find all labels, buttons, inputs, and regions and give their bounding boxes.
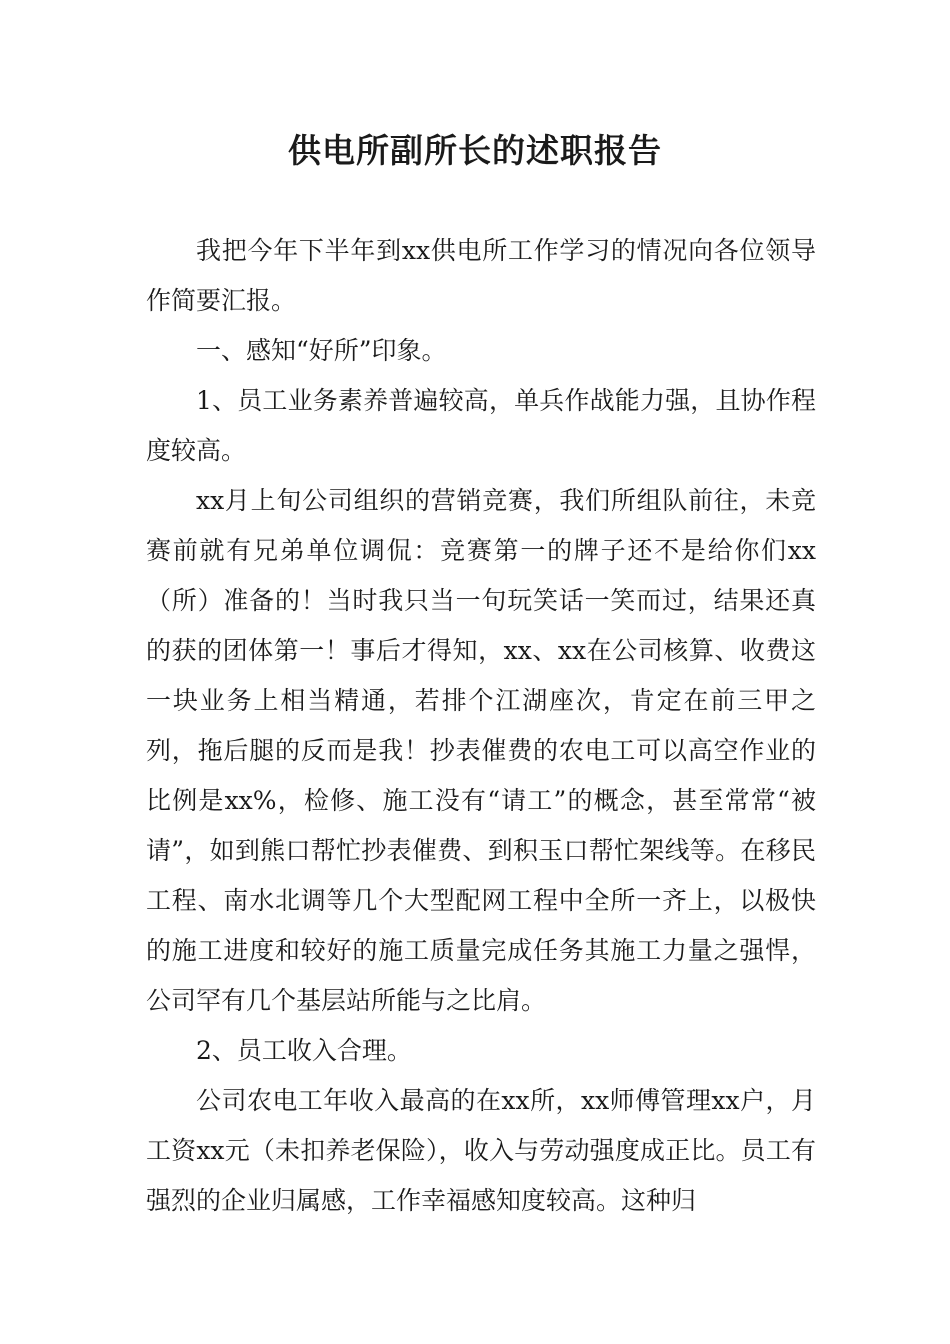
paragraph-intro: 我把今年下半年到xx供电所工作学习的情况向各位领导作简要汇报。 bbox=[146, 236, 816, 315]
document-body bbox=[146, 226, 816, 1226]
section-heading-1: 一、感知“好所”印象。 bbox=[196, 336, 447, 365]
list-item-1: 1、员工业务素养普遍较高，单兵作战能力强，且协作程度较高。 bbox=[146, 386, 816, 465]
paragraph-competition: xx月上旬公司组织的营销竞赛，我们所组队前往，未竞赛前就有兄弟单位调侃：竞赛第一的牌子还不是给你们xx（所）准备的！当时我只当一句玩笑话一笑而过，结果还真的获的团体第一！事后才得知，xx、xx在公司核算、收费这一块业务上相当精通，若排个江湖座次，肯定在前三甲之列，拖后腿的反而是我！抄表催费的农电工可以高空作业的比例是xx%，检修、施工没有“请工”的概念，甚至常常“被请”，如到熊口帮忙抄表催费、到积玉口帮忙架线等。在移民工程、南水北调等几个大型配网工程中全所一齐上，以极快的施工进度和较好的施工质量完成任务其施工力量之强悍，公司罕有几个基层站所能与之比肩。 bbox=[146, 486, 816, 1015]
list-item-2: 2、员工收入合理。 bbox=[196, 1036, 412, 1065]
paragraph-income: 公司农电工年收入最高的在xx所，xx师傅管理xx户，月工资xx元（未扣养老保险），收入与劳动强度成正比。员工有强烈的企业归属感，工作幸福感知度较高。这种归 bbox=[146, 1086, 816, 1215]
document-title: 供电所副所长的述职报告 bbox=[288, 131, 662, 170]
